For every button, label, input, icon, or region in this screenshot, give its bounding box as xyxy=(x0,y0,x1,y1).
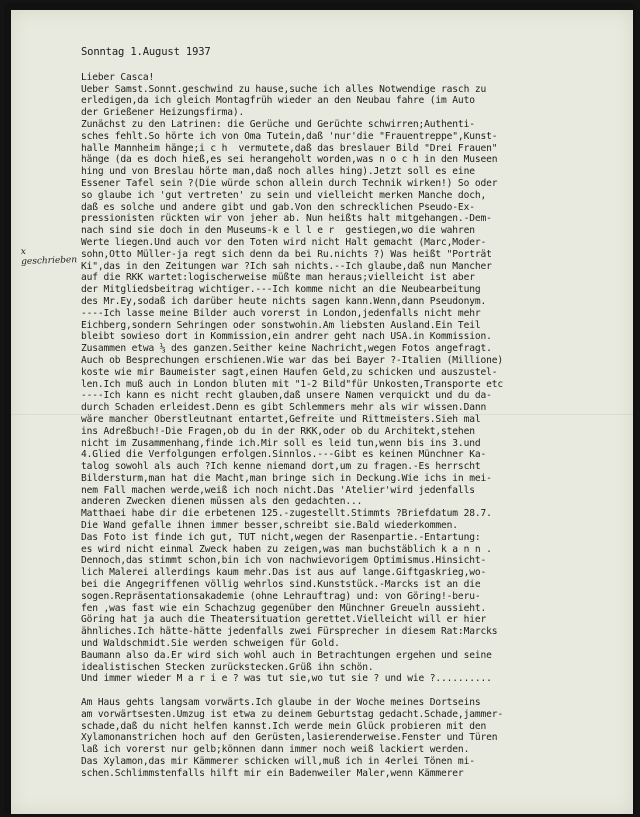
letter-line: Das Foto ist finde ich gut, TUT nicht,wegen der Rasenpartie.-Entartung: xyxy=(81,531,481,543)
letter-line: es wird nicht einmal Zweck haben zu zeigen,was man buchstäblich k a n n . xyxy=(81,543,492,555)
letter-line: so glaube ich 'gut vertreten' zu sein und vielleicht merken Manche doch, xyxy=(81,189,487,201)
letter-line: Am Haus gehts langsam vorwärts.Ich glaube in der Woche meines Dortseins xyxy=(81,697,481,709)
letter-line: Das Xylamon,das mir Kämmerer schicken will,muß ich in 4erlei Tönen mi- xyxy=(81,756,475,768)
letter-line: auf die RKK wartet:logischerweise müßte man heraus;vielleicht ist aber xyxy=(81,272,475,284)
letter-line: sohn,Otto Müller-ja regt sich denn da bei Ru.nichts ?) Was heißt "Porträt xyxy=(81,248,492,260)
letter-line: Essener Tafel sein ?(Die würde schon allein durch Technik wirken!) So oder xyxy=(81,177,498,189)
letter-line: Zunächst zu den Latrinen: die Gerüche und Gerüchte schwirren;Authenti- xyxy=(81,118,475,130)
letter-line: koste wie mir Baumeister sagt,einen Haufen Geld,zu schicken und auszustel- xyxy=(81,366,498,378)
letter-line: Ki",das in den Zeitungen war ?Ich sah nichts.--Ich glaube,daß nun Mancher xyxy=(81,260,492,272)
letter-line: Xylamonanstrichen hoch auf den Gerüsten,lasierenderweise.Fenster und Türen xyxy=(81,732,498,744)
letter-line: Lieber Casca! xyxy=(81,71,155,83)
letter-line: anderen Zwecken dienen müssen als den gedachten... xyxy=(81,496,363,508)
letter-line: talog sowohl als auch ?Ich kenne niemand dort,um zu fragen.-Es herrscht xyxy=(81,461,481,473)
letter-line: hing und von Breslau hörte man,daß noch alles hing).Jetzt soll es eine xyxy=(81,166,475,178)
letter-line: fen ,was fast wie ein Schachzug gegenüber den Münchner Greueln aussieht. xyxy=(81,602,487,614)
letter-line: durch Schaden erleidest.Denn es gibt Schlemmers mehr als wir wissen.Dann xyxy=(81,402,487,414)
letter-line: der Grießener Heizungsfirma). xyxy=(81,107,245,119)
letter-line: und Waldschmidt.Sie werden schweigen für Gold. xyxy=(81,638,340,650)
letter-line: sogen.Repräsentationsakademie (ohne Lehrauftrag) und: von Göring!-beru- xyxy=(81,590,481,602)
letter-line: Baumann also da.Er wird sich wohl auch in Betrachtungen ergehen und seine xyxy=(81,649,492,661)
letter-date: Sonntag 1.August 1937 xyxy=(81,46,211,58)
letter-line: des Mr.Ey,sodaß ich darüber heute nichts sagen kann.Wenn,dann Pseudonym. xyxy=(81,295,487,307)
letter-line: lich Malerei allerdings kaum mehr.Das ist aus auf lange.Giftgaskrieg,wo- xyxy=(81,567,487,579)
letter-line: Ueber Samst.Sonnt.geschwind zu hause,suche ich alles Notwendige rasch zu xyxy=(81,83,487,95)
scan-frame xyxy=(4,3,636,814)
letter-line: der Mitgliedsbeitrag wichtiger.---Ich komme nicht an die Neubearbeitung xyxy=(81,284,481,296)
letter-line: Werte liegen.Und auch vor den Toten wird nicht Halt gemacht (Marc,Moder- xyxy=(81,236,487,248)
letter-line: ----Ich lasse meine Bilder auch vorerst in London,jedenfalls nicht mehr xyxy=(81,307,481,319)
letter-line: daß es solche und andere gibt und gab.Von den schrecklichen Pseudo-Ex- xyxy=(81,201,475,213)
letter-line: Göring hat ja auch die Theatersituation gerettet.Vielleicht will er hier xyxy=(81,614,487,626)
letter-line: Matthaei habe dir die erbetenen 125.-zugestellt.Stimmts ?Briefdatum 28.7. xyxy=(81,508,492,520)
letter-line: Die Wand gefalle ihnen immer besser,schreibt sie.Bald wiederkommen. xyxy=(81,520,458,532)
letter-body-paragraph-1 xyxy=(81,72,633,685)
letter-line: Eichberg,sondern Sehringen oder sonstwohin.Am liebsten Ausland.Ein Teil xyxy=(81,319,481,331)
letter-line: Bildersturm,man hat die Macht,man bringe sich in Deckung.Wie ichs in mei- xyxy=(81,472,492,484)
typed-letter xyxy=(81,47,633,780)
letter-line: 4.Glied die Verfolgungen erfolgen.Sinnlos.---Gibt es keinen Münchner Ka- xyxy=(81,449,487,461)
letter-line: bei die Angegriffenen völlig wehrlos sind.Kunststück.-Marcks ist an die xyxy=(81,579,481,591)
letter-line: laß ich vorerst nur gelb;können dann immer noch weiß lackiert werden. xyxy=(81,744,470,756)
letter-line: halle Mannheim hänge;i c h vermutete,daß das breslauer Bild "Drei Frauen" xyxy=(81,142,498,154)
letter-line: nem Fall machen werde,weiß ich noch nicht.Das 'Atelier'wird jedenfalls xyxy=(81,484,475,496)
letter-line: schen.Schlimmstenfalls hilft mir ein Badenweiler Maler,wenn Kämmerer xyxy=(81,767,464,779)
letter-line: pressionisten rückten wir von jeher ab. Nun heißts halt mitgehangen.-Dem- xyxy=(81,213,492,225)
letter-line: ----Ich kann es nicht recht glauben,daß unsere Namen verquickt und du da- xyxy=(81,390,492,402)
letter-line: idealistischen Stecken zurückstecken.Grüß ihn schön. xyxy=(81,661,374,673)
letter-line: ins Adreßbuch!-Die Fragen,ob du in der RKK,oder ob du Architekt,stehen xyxy=(81,425,475,437)
letter-line: Und immer wieder M a r i e ? was tut sie,wo tut sie ? und wie ?.......... xyxy=(81,673,492,685)
paragraph-gap xyxy=(81,685,633,697)
letter-line: am vorwärtsesten.Umzug ist etwa zu deinem Geburtstag gedacht.Schade,jammer- xyxy=(81,708,503,720)
letter-page xyxy=(11,10,633,814)
letter-line: schade,daß du nicht helfen kannst.Ich werde mein Glück probieren mit den xyxy=(81,720,487,732)
letter-body-paragraph-2 xyxy=(81,697,633,780)
letter-line: Dennoch,das stimmt schon,bin ich von nachwievorigem Optimismus.Hinsicht- xyxy=(81,555,487,567)
letter-line: len.Ich muß auch in London bluten mit "1-2 Bild"für Unkosten,Transporte etc xyxy=(81,378,503,390)
letter-line: nicht im Zusammenhang,finde ich.Mir soll es leid tun,wenn bis ins 3.und xyxy=(81,437,481,449)
letter-line: ähnliches.Ich hätte-hätte jedenfalls zwei Fürsprecher in diesem Rat:Marcks xyxy=(81,626,498,638)
letter-line: Auch ob Besprechungen erschienen.Wie war das bei Bayer ?-Italien (Millione) xyxy=(81,354,503,366)
letter-line: wäre mancher Oberstleutnant entartet,Gefreite und Rittmeisters.Sieh mal xyxy=(81,413,481,425)
letter-line: erledigen,da ich gleich Montagfrüh wieder an den Neubau fahre (im Auto xyxy=(81,95,475,107)
handwritten-margin-note: x geschrieben xyxy=(20,246,78,268)
letter-line: hänge (da es doch hieß,es sei herangeholt worden,was n o c h in den Museen xyxy=(81,154,498,166)
letter-line: sches fehlt.So hörte ich von Oma Tutein,daß 'nur'die "Frauentreppe",Kunst- xyxy=(81,130,498,142)
letter-line: Zusammen etwa ⅓ des ganzen.Seither keine Nachricht,wegen Fotos angefragt. xyxy=(81,343,492,355)
letter-line: bleibt sowieso dort in Kommission,ein andrer geht nach USA.in Kommission. xyxy=(81,331,492,343)
letter-line: nach sind sie doch in den Museums-k e l l e r gestiegen,wo die wahren xyxy=(81,225,475,237)
